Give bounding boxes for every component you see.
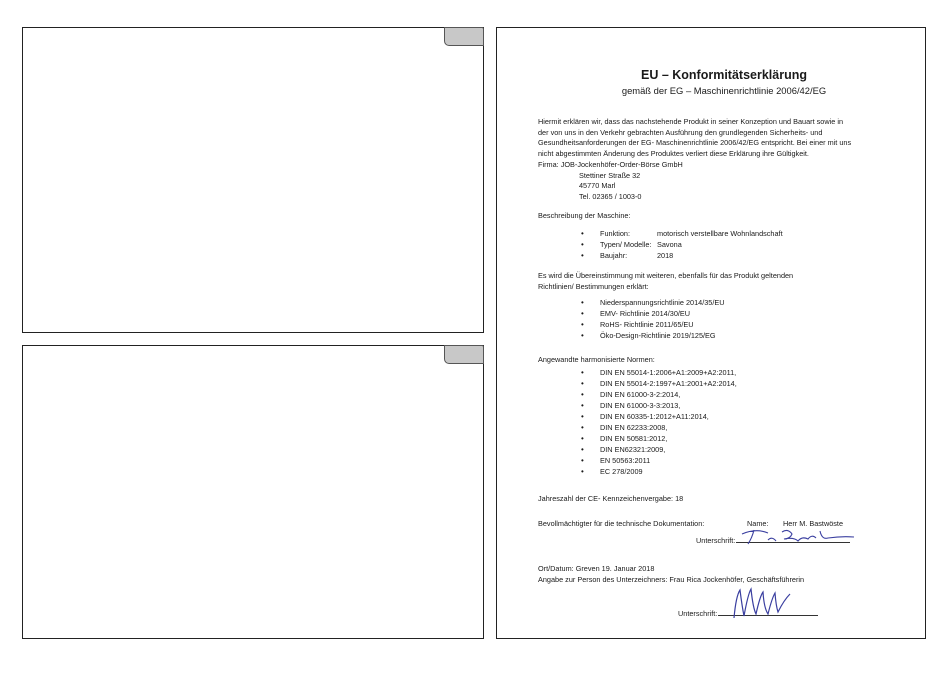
name-label: Name: [747,519,769,528]
intro-line: Gesundheitsanforderungen der EG- Maschinenrichtlinie 2006/42/EG entspricht. Bei einer mit uns [538,138,852,147]
machine-heading: Beschreibung der Maschine: [538,211,631,220]
intro-paragraph [538,117,910,159]
intro-line: nicht abgestimmten Änderung des Produktes verliert diese Erklärung ihre Gültigkeit. [538,148,809,158]
company-block [538,160,683,202]
norm-item: • DIN EN62321:2009, [538,445,737,456]
address-line: Tel. 02365 / 1003-0 [579,191,642,201]
norm-item: • EN 50563:2011 [538,456,737,467]
company-name: JOB-Jockenhöfer-Order-Börse GmbH [560,160,683,169]
machine-item: • Typen/ Modelle: Savona [538,240,783,251]
norm-item: • DIN EN 61000-3-2:2014, [538,390,737,401]
signature-label-2: Unterschrift: [678,609,718,618]
norms-list [538,368,737,478]
norms-section [538,355,737,478]
machine-section [538,211,783,262]
signer-info: Angabe zur Person des Unterzeichners: Frau Rica Jockenhöfer, Geschäftsführerin [538,575,805,584]
norm-item: • EC 278/2009 [538,467,737,478]
blank-page-top [22,27,484,333]
address-line: 45770 Marl [579,181,616,190]
signature-bastwoeste [738,524,858,548]
document-title: EU – Konformitätserklärung [640,68,807,82]
authorized-label: Bevollmächtigter für die technische Dokumentation: [538,519,705,528]
norm-item: • DIN EN 55014-1:2006+A1:2009+A2:2011, [538,368,737,379]
company-label: Firma: [538,160,559,169]
conformity-section [538,271,793,342]
address-line: Stettiner Straße 32 [579,170,641,180]
signature-jockenhoefer [726,584,806,624]
directive-list [538,298,793,342]
conformity-heading-line: Es wird die Übereinstimmung mit weiteren, ebenfalls für das Produkt geltenden [538,271,794,280]
norm-item: • DIN EN 55014-2:1997+A1:2001+A2:2014, [538,379,737,390]
conformity-heading-line: Richtlinien/ Bestimmungen erklärt: [538,281,649,291]
norm-item: • DIN EN 61000-3-3:2013, [538,401,737,412]
intro-line: der von uns in den Verkehr gebrachten Ausführung den grundlegenden Sicherheits- und [538,127,823,137]
machine-item: • Baujahr: 2018 [538,251,783,262]
place-date: Ort/Datum: Greven 19. Januar 2018 [538,564,655,573]
page-corner-tab[interactable] [444,345,484,364]
intro-line: Hiermit erklären wir, dass das nachstehende Produkt in seiner Konzeption und Bauart sowie in [538,117,844,126]
norms-heading: Angewandte harmonisierte Normen: [538,355,655,364]
machine-item: • Funktion: motorisch verstellbare Wohnlandschaft [538,229,783,240]
machine-list [538,229,783,262]
blank-page-bottom [22,345,484,639]
norm-item: • DIN EN 50581:2012, [538,434,737,445]
ce-year: Jahreszahl der CE- Kennzeichenvergabe: 18 [538,494,684,503]
norm-item: • DIN EN 62233:2008, [538,423,737,434]
directive-item: • RoHS- Richtlinie 2011/65/EU [538,320,793,331]
directive-item: • EMV- Richtlinie 2014/30/EU [538,309,793,320]
norm-item: • DIN EN 60335-1:2012+A11:2014, [538,412,737,423]
document-subtitle: gemäß der EG – Maschinenrichtlinie 2006/42/EG [621,85,827,96]
directive-item: • Niederspannungsrichtlinie 2014/35/EU [538,298,793,309]
page-corner-tab[interactable] [444,27,484,46]
declaration-page [496,27,926,639]
directive-item: • Öko-Design-Richtlinie 2019/125/EG [538,331,793,342]
name-value: Herr M. Bastwöste [783,519,844,528]
signature-label-1: Unterschrift: [696,536,736,545]
